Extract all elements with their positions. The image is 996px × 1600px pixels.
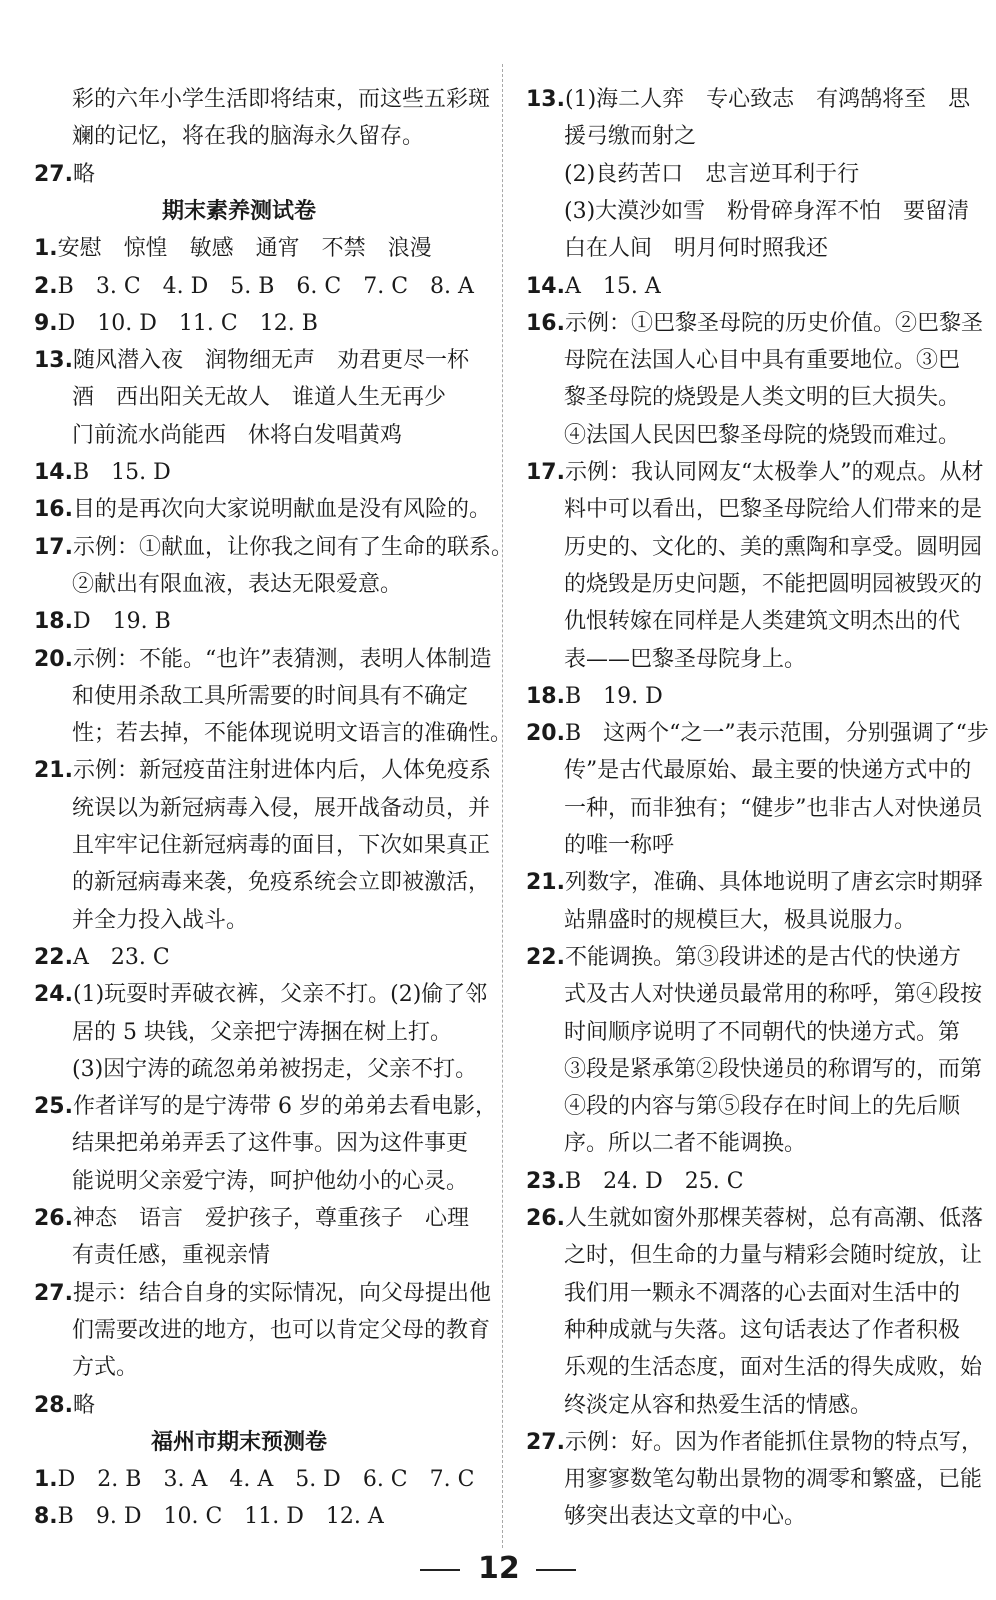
answer-text: ④法国人民因巴黎圣母院的烧毁而难过。 (564, 422, 961, 448)
answer-text: 种种成就与失落。这句话表达了作者积极 (564, 1317, 961, 1343)
answer-line (34, 343, 469, 379)
answer-line (526, 1425, 983, 1461)
answer-continuation (564, 1015, 960, 1051)
answer-text: B 这两个“之一”表示范围，分别强调了“步 (564, 721, 989, 747)
answer-line (34, 455, 171, 491)
answer-text: 结果把弟弟弄丢了这件事。因为这件事更 (72, 1131, 469, 1157)
question-number: 16. (34, 497, 73, 523)
question-number: 28. (34, 1392, 73, 1418)
answer-text: 目的是再次向大家说明献血是没有风险的。 (72, 497, 491, 523)
answer-line (34, 1201, 469, 1237)
answer-continuation (564, 642, 806, 678)
answer-text: 站鼎盛时的规模巨大，极具说服力。 (564, 907, 917, 933)
answer-continuation (72, 82, 490, 118)
answer-text: 神态 语言 爱护孩子，尊重孩子 心理 (72, 1206, 469, 1231)
answer-continuation (72, 865, 490, 901)
question-number: 26. (34, 1206, 73, 1231)
answer-continuation (564, 1126, 806, 1162)
answer-text: 示例：①献血，让你我之间有了生命的联系。 (72, 534, 513, 560)
answer-text: 乐观的生活态度，面对生活的得失成败，始 (564, 1355, 983, 1381)
answer-continuation (564, 1499, 806, 1535)
footer-dash-left (420, 1569, 460, 1571)
answer-line (34, 530, 513, 566)
answer-text: 的烧毁是历史问题，不能把圆明园被毁灭的 (564, 571, 983, 597)
answer-line (526, 679, 663, 715)
answer-text: 作者详写的是宁涛带 6 岁的弟弟去看电影， (72, 1094, 497, 1120)
answer-line (34, 1089, 497, 1125)
answer-continuation (564, 1313, 960, 1349)
answer-continuation (564, 1089, 960, 1125)
column-divider (502, 64, 503, 1548)
page-number: 12 (478, 1551, 520, 1586)
answer-continuation (72, 1238, 270, 1274)
answer-continuation (72, 1164, 468, 1200)
answer-line (526, 82, 970, 118)
question-number: 27. (34, 1280, 73, 1306)
question-number: 21. (526, 870, 565, 896)
answer-text: 略 (72, 1392, 95, 1418)
answer-continuation (564, 903, 916, 939)
question-number: 17. (526, 460, 565, 485)
answer-continuation (72, 418, 402, 454)
question-number: 16. (526, 310, 565, 336)
section-title: 福州市期末预测卷 (150, 1429, 327, 1455)
answer-text: 和使用杀敌工具所需要的时间具有不确定 (72, 683, 469, 709)
answer-text: 示例：我认同网友“太极拳人”的观点。从材 (564, 460, 984, 485)
answer-continuation (564, 231, 828, 267)
answer-text: 随风潜入夜 润物细无声 劝君更尽一杯 (72, 348, 469, 374)
answer-line (34, 306, 318, 342)
answer-text: B 9. D 10. C 11. D 12. A (57, 1504, 384, 1530)
answer-continuation (564, 791, 983, 827)
question-number: 9. (34, 310, 58, 336)
question-number: 2. (34, 273, 58, 299)
answer-text: ④段的内容与第⑤段存在时间上的先后顺 (564, 1094, 961, 1120)
answer-line (34, 231, 432, 267)
question-number: 18. (34, 609, 73, 635)
answer-line (526, 1164, 744, 1200)
answer-continuation (564, 828, 674, 864)
answer-text: 仇恨转嫁在同样是人类建筑文明杰出的代 (564, 609, 961, 635)
answer-continuation (564, 119, 696, 155)
answer-text: 表——巴黎圣母院身上。 (564, 646, 807, 672)
answer-text: 有责任感，重视亲情 (72, 1243, 271, 1269)
answer-continuation (564, 380, 960, 416)
answer-continuation (72, 679, 468, 715)
answer-line (526, 306, 983, 342)
answer-line (34, 157, 95, 193)
answer-text: 白在人间 明月何时照我还 (564, 236, 829, 262)
answer-text: 够突出表达文章的中心。 (564, 1504, 807, 1530)
answer-text: 示例：好。因为作者能抓住景物的特点写， (564, 1429, 983, 1455)
answer-text: (2)良药苦口 忠言逆耳利于行 (564, 161, 860, 187)
answer-continuation (564, 492, 982, 528)
answer-continuation (564, 157, 859, 193)
answer-continuation (564, 567, 982, 603)
answer-text: 们需要改进的地方，也可以肯定父母的教育 (72, 1317, 491, 1343)
answer-continuation (72, 1313, 490, 1349)
question-number: 13. (34, 348, 73, 374)
question-number: 26. (526, 1206, 565, 1231)
answer-text: 安慰 惊惶 敏感 通宵 不禁 浪漫 (57, 236, 432, 262)
answer-text: B 15. D (72, 460, 171, 485)
question-number: 25. (34, 1094, 73, 1120)
answer-text: D 10. D 11. C 12. B (57, 310, 318, 336)
answer-text: 酒 西出阳关无故人 谁道人生无再少 (72, 385, 447, 411)
answer-text: 性；若去掉，不能体现说明文语言的准确性。 (72, 721, 513, 747)
answer-line (526, 1201, 983, 1237)
answer-continuation (564, 194, 969, 230)
answer-text: 一种，而非独有；“健步”也非古人对快递员 (564, 795, 983, 821)
question-number: 21. (34, 758, 73, 784)
question-number: 1. (34, 1467, 58, 1493)
answer-continuation (72, 1015, 452, 1051)
answer-line (34, 1499, 384, 1535)
answer-text: B 3. C 4. D 5. B 6. C 7. C 8. A (57, 273, 474, 299)
answer-continuation (72, 716, 512, 752)
answer-continuation (564, 1238, 982, 1274)
answer-continuation (564, 753, 971, 789)
answer-text: 并全力投入战斗。 (72, 907, 249, 933)
answer-text: 之时，但生命的力量与精彩会随时绽放，让 (564, 1243, 983, 1269)
answer-text: 我们用一颗永不凋落的心去面对生活中的 (564, 1280, 961, 1306)
answer-continuation (72, 903, 248, 939)
answer-text: 方式。 (72, 1355, 139, 1381)
answer-text: 援弓缴而射之 (564, 124, 697, 150)
answer-text: 斓的记忆，将在我的脑海永久留存。 (72, 124, 425, 150)
question-number: 8. (34, 1504, 58, 1530)
answer-text: 示例：不能。“也许”表猜测，表明人体制造 (72, 646, 492, 672)
answer-text: 序。所以二者不能调换。 (564, 1131, 807, 1157)
answer-line (526, 940, 961, 976)
answer-line (526, 716, 989, 752)
answer-text: 的新冠病毒来袭，免疫系统会立即被激活， (72, 870, 491, 896)
answer-continuation (564, 343, 960, 379)
answer-continuation (564, 1388, 872, 1424)
footer-dash-right (536, 1569, 576, 1571)
answer-continuation (564, 418, 960, 454)
answer-text: (3)因宁涛的疏忽弟弟被拐走，父亲不打。 (72, 1056, 478, 1082)
answer-text: 略 (72, 161, 95, 187)
answer-text: 不能调换。第③段讲述的是古代的快递方 (564, 944, 961, 970)
answer-text: 统误以为新冠病毒入侵，展开战备动员，并 (72, 795, 491, 821)
answer-text: 式及古人对快递员最常用的称呼，第④段按 (564, 982, 983, 1008)
answer-text: (3)大漠沙如雪 粉骨碎身浑不怕 要留清 (564, 198, 970, 224)
question-number: 17. (34, 534, 73, 560)
section-title: 期末素养测试卷 (161, 198, 316, 224)
answer-text: ②献出有限血液，表达无限爱意。 (72, 571, 403, 597)
answer-text: 居的 5 块钱，父亲把宁涛捆在树上打。 (72, 1019, 452, 1045)
answer-line (34, 642, 491, 678)
answer-text: (1)海二人弈 专心致志 有鸿鹄将至 思 (564, 87, 971, 112)
question-number: 23. (526, 1168, 565, 1194)
question-number: 13. (526, 87, 565, 112)
answer-line (526, 269, 661, 305)
answer-text: 的唯一称呼 (564, 833, 675, 858)
question-number: 27. (34, 161, 73, 187)
answer-continuation (72, 567, 402, 603)
question-number: 22. (526, 944, 565, 970)
question-number: 24. (34, 982, 73, 1008)
answer-line (34, 977, 487, 1013)
answer-text: 提示：结合自身的实际情况，向父母提出他 (72, 1280, 491, 1306)
answer-continuation (564, 1276, 960, 1312)
answer-continuation (72, 380, 446, 416)
answer-line (34, 1276, 491, 1312)
question-number: 1. (34, 236, 58, 262)
answer-text: 传”是古代最原始、最主要的快递方式中的 (564, 758, 972, 784)
answer-text: 示例：新冠疫苗注射进体内后，人体免疫系 (72, 758, 491, 784)
answer-text: 人生就如窗外那棵芙蓉树，总有高潮、低落 (564, 1206, 983, 1231)
answer-text: 终淡定从容和热爱生活的情感。 (564, 1392, 873, 1418)
answer-line (34, 269, 474, 305)
answer-text: A 23. C (72, 944, 170, 970)
question-number: 22. (34, 944, 73, 970)
answer-text: 黎圣母院的烧毁是人类文明的巨大损失。 (564, 385, 961, 411)
answer-text: 能说明父亲爱宁涛，呵护他幼小的心灵。 (72, 1168, 469, 1194)
answer-line (526, 865, 983, 901)
question-number: 27. (526, 1429, 565, 1455)
question-number: 18. (526, 683, 565, 709)
answer-line (34, 940, 170, 976)
answer-continuation (564, 1052, 982, 1088)
question-number: 14. (34, 460, 73, 485)
answer-text: 门前流水尚能西 休将白发唱黄鸡 (72, 422, 403, 448)
page-footer (0, 1549, 996, 1589)
answer-continuation (72, 1126, 468, 1162)
answer-continuation (564, 1350, 982, 1386)
answer-text: B 24. D 25. C (564, 1168, 744, 1194)
answer-continuation (564, 1462, 982, 1498)
answer-text: 用寥寥数笔勾勒出景物的凋零和繁盛，已能 (564, 1467, 983, 1493)
answer-line (34, 1388, 95, 1424)
answer-text: 且牢牢记住新冠病毒的面目，下次如果真正 (72, 833, 491, 858)
answer-text: 母院在法国人心目中具有重要地位。③巴 (564, 348, 961, 374)
answer-continuation (564, 977, 982, 1013)
answer-text: 料中可以看出，巴黎圣母院给人们带来的是 (564, 497, 983, 523)
answer-text: 历史的、文化的、美的熏陶和享受。圆明园 (564, 534, 983, 560)
answer-continuation (72, 828, 490, 864)
answer-text: (1)玩耍时弄破衣裤，父亲不打。(2)偷了邻 (72, 982, 488, 1008)
question-number: 20. (34, 646, 73, 672)
answer-text: D 2. B 3. A 4. A 5. D 6. C 7. C (57, 1467, 475, 1493)
answer-line (526, 455, 983, 491)
answer-text: ③段是紧承第②段快递员的称谓写的，而第 (564, 1056, 983, 1082)
answer-continuation (564, 530, 982, 566)
answer-text: 彩的六年小学生活即将结束，而这些五彩斑 (72, 87, 491, 112)
answer-text: 时间顺序说明了不同朝代的快递方式。第 (564, 1019, 961, 1045)
answer-text: B 19. D (564, 683, 663, 709)
answer-line (34, 753, 491, 789)
answer-line (34, 1462, 474, 1498)
question-number: 14. (526, 273, 565, 299)
answer-continuation (564, 604, 960, 640)
question-number: 20. (526, 721, 565, 747)
answer-line (34, 492, 491, 528)
answer-continuation (72, 119, 424, 155)
answer-text: 列数字，准确、具体地说明了唐玄宗时期驿 (564, 870, 983, 896)
answer-continuation (72, 1350, 138, 1386)
answer-text: 示例：①巴黎圣母院的历史价值。②巴黎圣 (564, 310, 983, 336)
answer-continuation (72, 791, 490, 827)
answer-line (34, 604, 171, 640)
answer-text: A 15. A (564, 273, 661, 299)
answer-text: D 19. B (72, 609, 171, 635)
answer-continuation (72, 1052, 477, 1088)
